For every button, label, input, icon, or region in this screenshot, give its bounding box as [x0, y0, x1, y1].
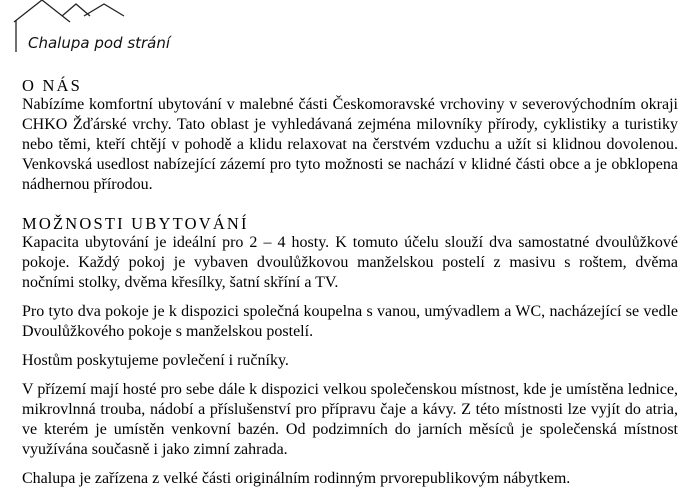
about-paragraph: Nabízíme komfortní ubytování v malebné části Českomoravské vrchoviny v severovýchodním okraji CHKO Žďárské vrchy. Tato oblast je vyhledávaná zejména milovníky přírody, cyklistiky a turistiky nebo těmi, kteří chtějí v pohodě a klidu relaxovat na čerstvém vzduchu a užít si klidnou dovolenou. Venkovská usedlost nabízející zázemí pro tyto možnosti se nachází v klidné části obce a je obklopena nádhernou přírodou.	[22, 96, 678, 193]
logo-text: Chalupa pod strání	[28, 34, 171, 52]
common-room-paragraph: V přízemí mají hosté pro sebe dále k dispozici velkou společenskou místnost, kde je umístěna lednice, mikrovlnná trouba, nádobí a příslušenství pro přípravu čaje a kávy. Z této místnosti lze vyjít do atria, ve kterém je umístěn venkovní bazén. Od podzimních do jarních měsíců je společenská místnost využívána současně i jako zimní zahrada.	[22, 381, 678, 458]
accommodation-heading: MOŽNOSTI UBYTOVÁNÍ	[22, 214, 249, 233]
about-heading: O NÁS	[22, 76, 83, 95]
site-logo[interactable]	[0, 0, 200, 60]
bathroom-paragraph: Pro tyto dva pokoje je k dispozici společná koupelna s vanou, umývadlem a WC, nacházející se vedle Dvoulůžkového pokoje s manželskou postelí.	[22, 303, 678, 340]
capacity-paragraph: Kapacita ubytování je ideální pro 2 – 4 hosty. K tomuto účelu slouží dva samostatné dvoulůžkové pokoje. Každý pokoj je vybaven dvoulůžkovou manželskou postelí z masivu s roštem, dvěma nočními stolky, dvěma křesílky, šatní skříní a TV.	[22, 234, 678, 291]
main-content	[22, 76, 678, 489]
furniture-paragraph: Chalupa je zařízena z velké části originálním rodinným prvorepublikovým nábytkem.	[22, 470, 571, 487]
linen-paragraph: Hostům poskytujeme povlečení i ručníky.	[22, 352, 289, 369]
